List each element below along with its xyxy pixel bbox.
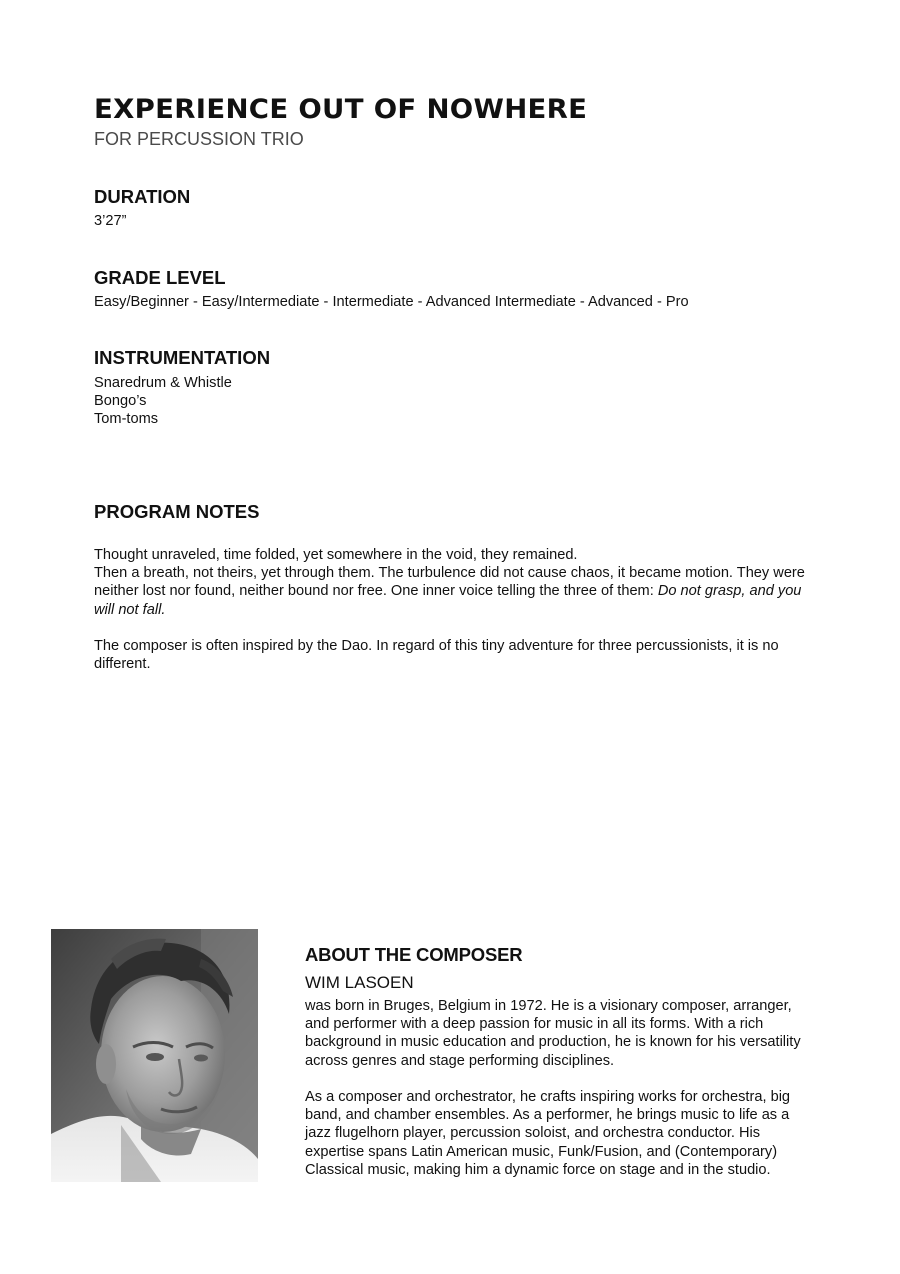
program-notes-italic-quote: Do not grasp, and you will not fall. <box>94 583 802 618</box>
duration-heading: DURATION <box>94 186 191 207</box>
composer-bio <box>305 997 805 1179</box>
grade-level-heading: GRADE LEVEL <box>94 267 226 288</box>
duration-section <box>94 186 190 230</box>
program-notes-body <box>94 546 806 673</box>
composer-name: WIM LASOEN <box>305 973 414 992</box>
program-notes-paragraph <box>94 546 806 619</box>
program-notes-paragraph: The composer is often inspired by the Dao. In regard of this tiny adventure for three percussionists, it is no different. <box>94 638 779 673</box>
grade-level-section <box>94 267 689 311</box>
piece-subtitle: FOR PERCUSSION TRIO <box>94 129 304 149</box>
bio-paragraph: was born in Bruges, Belgium in 1972. He is a visionary composer, arranger, and performer with a deep passion for music in all its forms. With a rich background in music education and production, he is known for his versatility across genres and stage performing disciplines. <box>305 998 801 1069</box>
program-notes-heading: PROGRAM NOTES <box>94 501 260 522</box>
about-heading: ABOUT THE COMPOSER <box>305 944 523 965</box>
bio-paragraph: As a composer and orchestrator, he crafts inspiring works for orchestra, big band, and chamber ensembles. As a performer, he brings music to life as a jazz flugelhorn player, percussion soloist, and orchestra conductor. His expertise spans Latin American music, Funk/Fusion, and (Contemporary) Classical music, making him a dynamic force on stage and in the studio. <box>305 1089 791 1178</box>
program-notes-section <box>94 501 259 523</box>
piece-title: EXPERIENCE OUT OF NOWHERE <box>94 94 588 125</box>
duration-value: 3’27” <box>94 213 127 229</box>
program-notes-line: Thought unraveled, time folded, yet somewhere in the void, they remained. <box>94 547 578 563</box>
instrument-item: Tom-toms <box>94 411 159 428</box>
about-composer-section <box>305 944 805 1179</box>
grade-level-value: Easy/Beginner - Easy/Intermediate - Intermediate - Advanced Intermediate - Advanced - Pro <box>94 294 689 310</box>
composer-photo <box>51 929 258 1182</box>
instrumentation-heading: INSTRUMENTATION <box>94 347 271 368</box>
instrument-list <box>94 374 270 429</box>
instrument-item: Snaredrum & Whistle <box>94 375 232 391</box>
instrumentation-section <box>94 347 270 429</box>
program-notes-line: Then a breath, not theirs, yet through them. The turbulence did not cause chaos, it became motion. They were neither lost nor found, neither bound nor free. One inner voice telling the three of them: <box>94 565 805 600</box>
instrument-item: Bongo’s <box>94 393 147 410</box>
